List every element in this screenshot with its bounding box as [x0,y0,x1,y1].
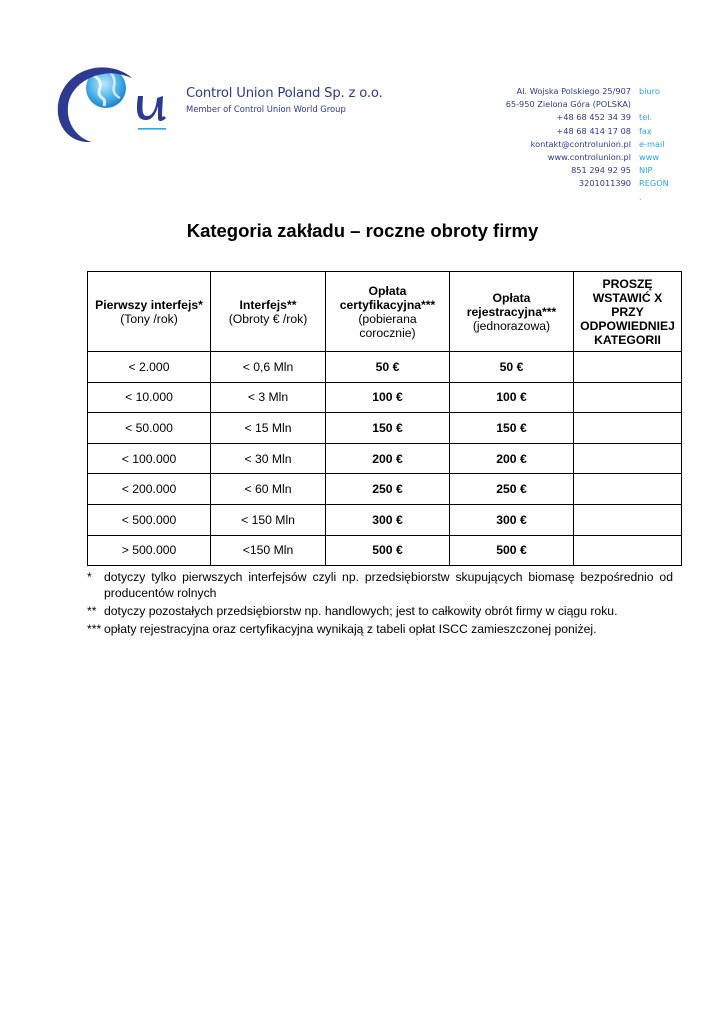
table-cell: 150 € [326,413,450,444]
table-cell: < 50.000 [88,413,211,444]
contact-row [480,85,680,98]
member-line: Member of Control Union World Group [186,104,346,114]
table-row [88,352,682,383]
contact-value: 851 294 92 95 [571,165,631,176]
category-table [87,271,682,566]
contact-row [480,191,680,204]
contact-value: www.controlunion.pl [547,152,631,163]
contact-row [480,98,680,111]
contact-row [480,125,680,138]
table-row [88,535,682,566]
footnote-mark: ** [87,604,97,618]
header-bold: Interfejs** [239,297,297,312]
header-bold: Opłata certyfikacyjna*** [339,283,436,312]
table-cell: 250 € [326,474,450,505]
header-cell [211,272,326,352]
category-mark-cell[interactable] [574,382,682,413]
contact-label: e-mail [639,138,665,149]
page-title: Kategoria zakładu – roczne obroty firmy [186,220,539,241]
table-cell: 200 € [326,443,450,474]
contact-label: tel. [639,112,653,123]
table-cell: 200 € [450,443,574,474]
table-row [88,504,682,535]
table-cell: 50 € [326,352,450,383]
contact-label: . [639,191,642,202]
footnote-text: opłaty rejestracyjna oraz certyfikacyjna wynikają z tabeli opłat ISCC zamieszczonej poniżej. [104,622,597,636]
contact-value: kontakt@controlunion.pl [530,138,631,149]
footnote [87,621,673,637]
table-cell: 100 € [450,382,574,413]
table-row [88,443,682,474]
contact-label: biuro [639,86,660,96]
contact-row [480,164,680,177]
contact-value: 3201011390 [578,178,631,189]
category-mark-cell[interactable] [574,413,682,444]
table-cell: 50 € [450,352,574,383]
contact-row [480,177,680,190]
footnotes [87,569,673,639]
footnote [87,603,673,619]
contact-value: +48 68 452 34 39 [556,112,631,123]
footnote [87,569,673,601]
contact-label: fax [639,125,652,136]
table-row [88,382,682,413]
company-block [186,86,382,115]
table-cell: < 150 Mln [211,504,326,535]
contact-label: NIP [639,165,653,176]
table-cell: < 100.000 [88,443,211,474]
footnote-text: dotyczy tylko pierwszych interfejsów czyli np. przedsiębiorstw skupujących biomasę bezpośrednio od producentów rolnych [104,570,673,600]
header-sub: (pobierana corocznie) [358,311,417,340]
table-cell: 500 € [326,535,450,566]
category-mark-cell[interactable] [574,352,682,383]
contact-row [480,138,680,151]
footnote-text: dotyczy pozostałych przedsiębiorstw np. handlowych; jest to całkowity obrót firmy w ciągu roku. [104,604,618,618]
header-bold: Opłata rejestracyjna*** [466,290,557,319]
table-header-row [88,272,682,352]
table-cell: < 2.000 [88,352,211,383]
header-bold: Pierwszy interfejs* [95,297,203,312]
contact-value: Al. Wojska Polskiego 25/907 [516,86,631,96]
table-cell: < 60 Mln [211,474,326,505]
table-cell: 100 € [326,382,450,413]
category-mark-cell[interactable] [574,535,682,566]
table-row [88,413,682,444]
table-cell: < 0,6 Mln [211,352,326,383]
header-bold: PROSZĘ WSTAWIĆ X PRZY ODPOWIEDNIEJ KATEGORII [580,276,675,347]
header-sub: (Obroty € /rok) [228,311,308,326]
contact-row [480,111,680,124]
table-cell: 250 € [450,474,574,505]
header-sub: (jednorazowa) [472,318,551,333]
header-cell [450,272,574,352]
header-cell [326,272,450,352]
contact-value [480,191,631,204]
table-cell: < 15 Mln [211,413,326,444]
contact-value: 65-950 Zielona Góra (POLSKA) [505,99,631,110]
contact-block [480,85,680,204]
table-cell: 300 € [326,504,450,535]
contact-value: +48 68 414 17 08 [556,125,631,136]
table-cell: 500 € [450,535,574,566]
footnote-mark: *** [87,622,102,636]
table-cell: <150 Mln [211,535,326,566]
header-cell [88,272,211,352]
table-cell: < 200.000 [88,474,211,505]
table-cell: < 10.000 [88,382,211,413]
table-cell: < 3 Mln [211,382,326,413]
control-union-logo [52,60,177,148]
contact-label: REGON [639,178,669,189]
category-mark-cell[interactable] [574,443,682,474]
company-name: Control Union Poland Sp. z o.o. [186,86,383,101]
table-cell: 300 € [450,504,574,535]
table-cell: 150 € [450,413,574,444]
table-cell: > 500.000 [88,535,211,566]
contact-label: www [639,152,660,163]
category-mark-cell[interactable] [574,474,682,505]
footnote-mark: * [87,570,92,584]
table-cell: < 500.000 [88,504,211,535]
header-sub: (Tony /rok) [120,311,178,326]
header-cell [574,272,682,352]
category-mark-cell[interactable] [574,504,682,535]
table-cell: < 30 Mln [211,443,326,474]
table-row [88,474,682,505]
contact-row [480,151,680,164]
